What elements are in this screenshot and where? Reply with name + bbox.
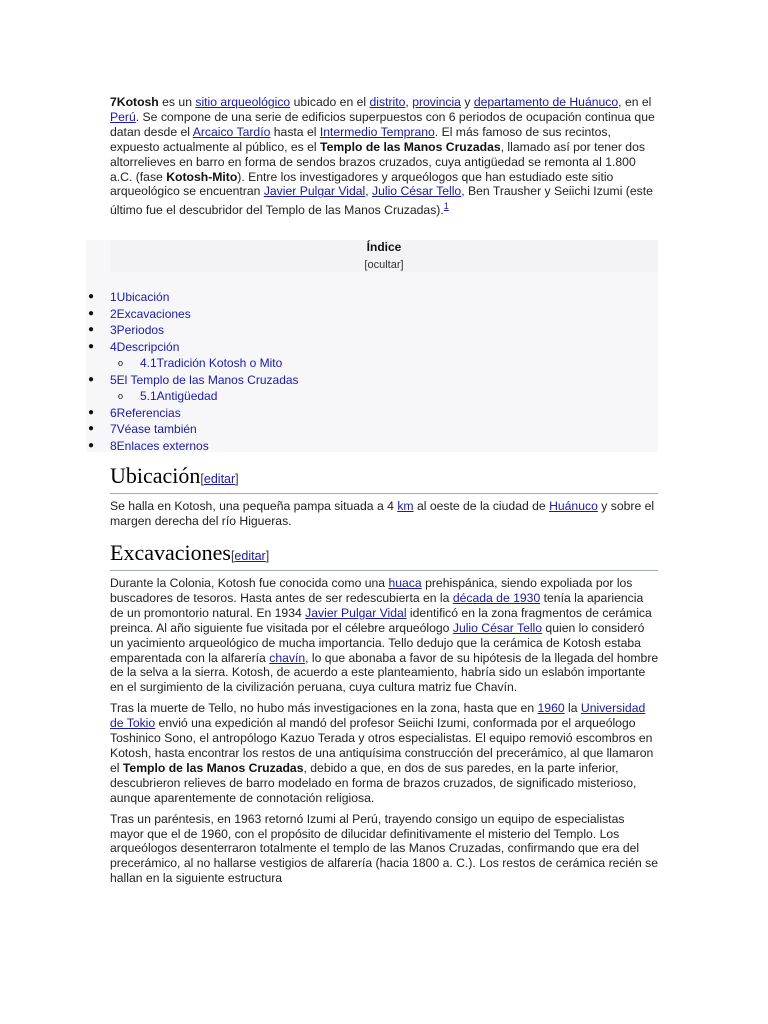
link-huanuco[interactable]: Huánuco [549,499,598,513]
excavaciones-paragraph-1 [110,576,660,695]
toc-item-descripcion[interactable] [86,339,658,356]
intro-text: . Se compone de una serie de edificios superpuestos con 6 periodos de ocupación continua que datan desde el [110,109,655,139]
toc-item-label[interactable]: 5El Templo de las Manos Cruzadas [110,372,299,387]
intro-text: ubicado en el [290,95,370,109]
intro-text: , [405,95,413,109]
toc-item-label[interactable]: 3Periodos [110,323,165,337]
bullet-icon: ● [88,291,95,302]
toc-item-excavaciones[interactable] [86,306,658,323]
ubicacion-paragraph [110,499,660,529]
link-1960[interactable]: 1960 [537,701,565,716]
paragraph-text: al oeste de la ciudad de [413,499,550,513]
bullet-icon: ● [88,373,95,385]
bullet-icon: ● [88,307,95,319]
bold-templo-manos-cruzadas: Templo de las Manos Cruzadas [320,139,501,154]
toc-item-label[interactable]: 6Referencias [110,405,181,420]
bullet-icon: ● [88,340,95,352]
intro-text: , Ben Trausher y Seiichi Izumi (este último fue el descubridor del Templo de las Manos Cruzadas). [110,184,653,218]
link-chavin[interactable]: chavín [269,650,306,665]
bullet-icon: ● [88,406,95,418]
paragraph-text: , lo que abonaba a favor de su hipótesis de la llegada del hombre de la selva a la sierra. Kotosh, de acuerdo a este planteamiento, habría sido un eslabón importante en el surgimiento de la civilización peruana, cuya cultura matriz fue Chavín. [110,650,659,695]
heading-text: Ubicación [110,463,201,488]
sub-bullet-icon: o [118,358,124,368]
paragraph-text: identificó en la zona fragmentos de cerámica preinca. Al año siguiente fue visitada por el célebre arqueólogo [110,605,652,635]
toc-item-label[interactable]: 1Ubicación [110,290,170,304]
heading-excavaciones [110,540,658,571]
intro-text: y [460,95,474,109]
excavaciones-paragraph-2 [110,701,660,805]
intro-text: , en el [618,95,652,109]
link-julio-cesar-tello-2[interactable]: Julio César Tello [452,620,543,635]
paragraph-text: quien lo consideró un yacimiento arqueológico de mucha importancia. Tello dedujo que la cerámica de Kotosh estaba emparentada con la alfarería [110,620,645,665]
link-provincia[interactable]: provincia [412,95,461,109]
toc-title: Índice [366,240,402,254]
link-javier-pulgar-vidal[interactable]: Javier Pulgar Vidal [263,184,366,199]
excavaciones-paragraph-3: Tras un paréntesis, en 1963 retornó Izumi al Perú, trayendo consigo un equipo de especialistas mayor que el de 1960, con el propósito de dilucidar definitivamente el misterio del Templo. Los arqueólogos desenterraron totalmente el templo de las Manos Cruzadas, confirmando que era del precerámico, al no hallarse vestigios de alfarería (hacia 1800 a. C.). Los restos de cerámica recién se hallan en la siguiente estructura [110,811,659,886]
edit-bracket: [ [200,472,204,486]
toc-item-referencias[interactable] [86,405,658,422]
intro-text: , [365,184,372,199]
intro-text: . El más famoso de sus recintos, expuesto actualmente al público, es el [110,124,611,154]
edit-bracket: ] [265,549,270,563]
toc-item-label[interactable]: 8Enlaces externos [110,438,209,453]
paragraph-text: , debido a que, en dos de sus paredes, en la parte inferior, descubrieron relieves de barro modelado en forma de brazos cruzados, de significado misterioso, aunque aparentemente de connotación religiosa. [110,760,637,805]
bold-templo-manos-cruzadas-2: Templo de las Manos Cruzadas [122,760,304,775]
edit-section [231,549,269,563]
edit-bracket: ] [235,472,239,486]
edit-section [200,472,238,486]
toc-item-label[interactable]: 4.1Tradición Kotosh o Mito [140,356,283,370]
paragraph-text: Durante la Colonia, Kotosh fue conocida como una [110,576,389,590]
paragraph-text: y sobre el margen derecha del río Higueras. [110,499,655,528]
toc-list [86,289,658,454]
toc-item-label[interactable]: 5.1Antigüedad [140,389,218,403]
toc-item-label[interactable]: 4Descripción [110,339,180,354]
excavaciones-body [110,576,660,886]
intro-number: 7 [110,95,117,109]
link-huaca[interactable]: huaca [388,576,422,590]
heading-ubicacion [110,463,658,494]
toc-hide-toggle[interactable] [110,259,658,272]
bold-kotosh-mito: Kotosh-Mito [166,169,238,184]
link-distrito[interactable]: distrito [369,95,406,109]
link-arcaico-tardio[interactable]: Arcaico Tardío [192,124,271,139]
bullet-icon: ● [88,423,95,434]
toc-item-label[interactable]: 7Véase también [110,422,197,436]
toc-item-antiguedad[interactable] [86,388,658,405]
toc-item-vease-tambien[interactable] [86,421,658,438]
edit-link-excavaciones[interactable]: editar [234,549,266,563]
link-intermedio-temprano[interactable]: Intermedio Temprano [319,124,435,139]
toc-item-tradicion-kotosh[interactable] [86,355,658,372]
link-sitio-arqueologico[interactable]: sitio arqueológico [195,95,291,109]
bullet-icon: ● [88,324,95,335]
toc-header [110,240,658,272]
link-departamento-huanuco[interactable]: departamento de Huánuco [473,95,619,109]
intro-text: es un [158,95,196,109]
toc-item-ubicacion[interactable] [86,289,658,306]
toc-item-templo[interactable] [86,372,658,389]
link-universidad-tokio[interactable]: Universidad de Tokio [110,701,646,731]
toc-item-enlaces-externos[interactable] [86,438,658,455]
toc-item-label[interactable]: 2Excavaciones [110,306,191,321]
link-km[interactable]: km [397,499,414,513]
intro-text: hasta el [270,124,320,139]
article-title-bold: Kotosh [116,95,159,109]
link-peru[interactable]: Perú [110,109,136,124]
paragraph-text: Tras la muerte de Tello, no hubo más investigaciones en la zona, hasta que en [110,701,538,716]
reference-1[interactable]: 1 [443,201,449,212]
link-decada-1930[interactable]: década de 1930 [452,590,541,605]
intro-text: , llamado así por tener dos altorrelieves en barro en forma de sendos brazos cruzados, cuya antigüedad se remonta al 1.800 a.C. (fase [110,139,645,184]
intro-paragraph [110,95,660,218]
paragraph-text: Se halla en Kotosh, una pequeña pampa situada a 4 [110,499,398,513]
intro-text: ). Entre los investigadores y arqueólogos que han estudiado este sitio arqueológico se encuentran [110,169,614,199]
toc-hide-label[interactable]: [ocultar] [364,259,404,271]
toc-item-periodos[interactable] [86,322,658,339]
paragraph-text: la [564,701,581,716]
edit-link-ubicacion[interactable]: editar [203,472,236,486]
paragraph-text: envió una expedición al mandó del profesor Seiichi Izumi, conformada por el arqueólogo Toshinico Sono, el antropólogo Kazuo Terada y otros especialistas. El equipo removió escombros en Kotosh, hasta encontrar los restos de una antiquísima construcción del precerámico, al que llamaron el [110,716,654,775]
paragraph-text: tenía la apariencia de un promontorio natural. En 1934 [110,590,644,620]
table-of-contents [86,240,658,452]
link-julio-cesar-tello[interactable]: Julio César Tello [372,184,462,199]
heading-text: Excavaciones [110,540,231,565]
edit-bracket: [ [230,549,235,563]
paragraph-text: prehispánica, siendo expoliada por los buscadores de tesoros. Hasta antes de ser redescubierta en la [110,576,633,605]
bullet-icon: ● [88,439,95,451]
link-javier-pulgar-vidal-2[interactable]: Javier Pulgar Vidal [305,605,407,620]
sub-bullet-icon: o [118,391,124,401]
